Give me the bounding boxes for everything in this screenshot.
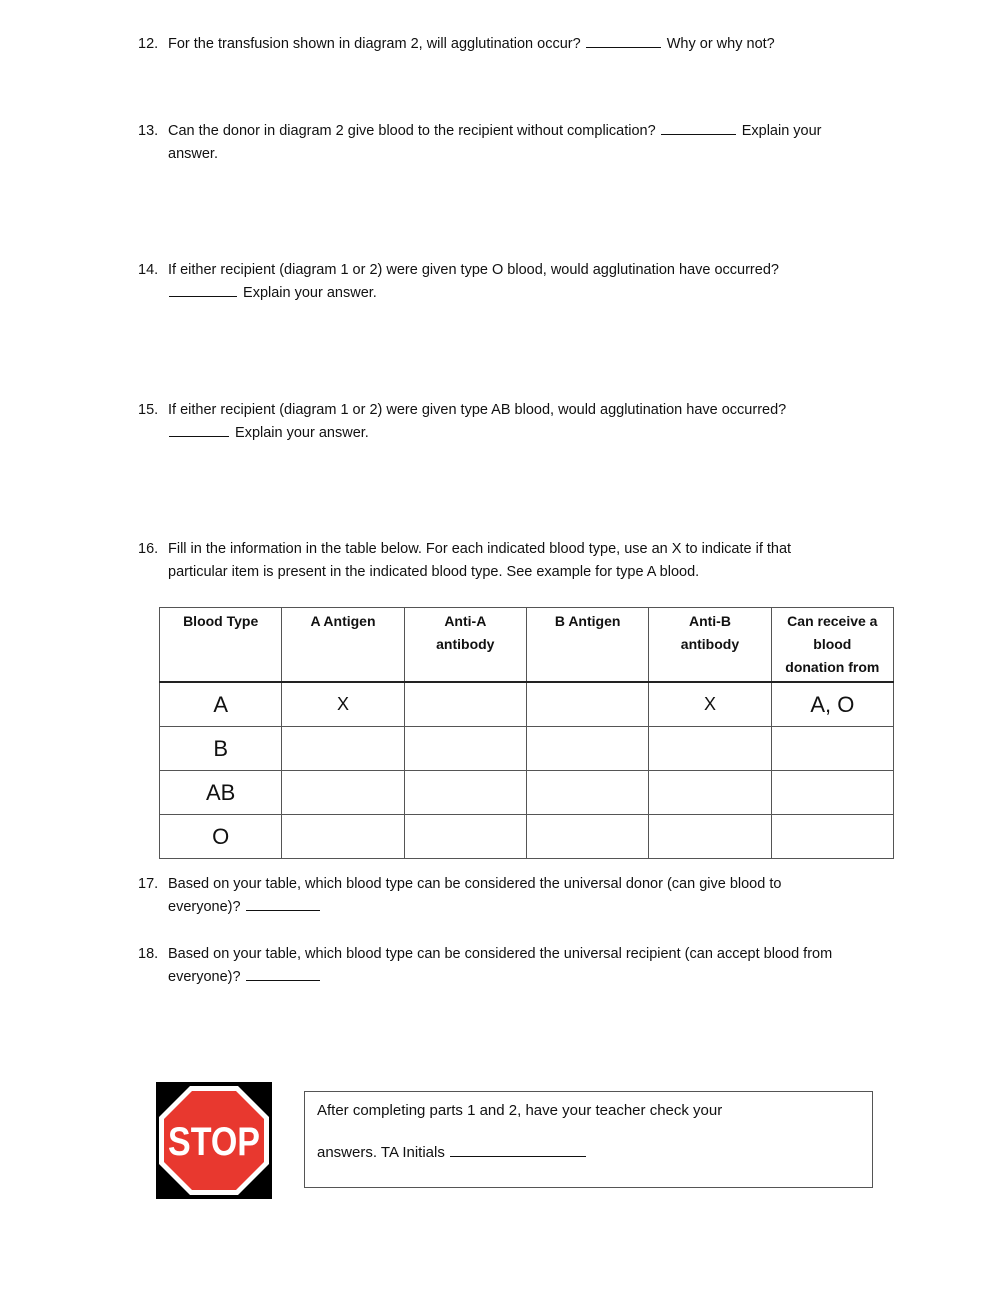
cell-anti-b[interactable] xyxy=(649,727,771,771)
header-can-receive: Can receive a blood donation from xyxy=(771,608,893,683)
table-row xyxy=(160,727,894,771)
cell-b-antigen[interactable] xyxy=(526,771,648,815)
cell-blood-type: B xyxy=(160,727,282,771)
answer-blank[interactable] xyxy=(169,282,237,297)
cell-anti-b[interactable] xyxy=(649,771,771,815)
question-number: 12. xyxy=(138,36,159,52)
answer-blank[interactable] xyxy=(169,422,229,437)
question-number: 16. xyxy=(138,541,159,557)
question-text: everyone)? xyxy=(168,899,241,915)
stop-sign-text: STOP xyxy=(168,1120,260,1164)
cell-can-receive[interactable] xyxy=(771,815,893,859)
question-text: Based on your table, which blood type can be considered the universal recipient (can accept blood from xyxy=(168,946,833,962)
answer-blank[interactable] xyxy=(661,120,736,135)
cell-anti-b: X xyxy=(649,682,771,727)
ta-initials-blank[interactable] xyxy=(450,1142,586,1157)
question-text: Explain your xyxy=(741,123,822,139)
answer-blank[interactable] xyxy=(246,966,320,981)
question-16 xyxy=(138,538,878,584)
cell-blood-type: O xyxy=(160,815,282,859)
teacher-box-text: answers. TA Initials xyxy=(317,1144,445,1161)
table-row xyxy=(160,815,894,859)
header-blood-type: Blood Type xyxy=(160,608,282,683)
question-text: Explain your answer. xyxy=(235,425,369,441)
question-12 xyxy=(138,33,878,56)
cell-blood-type: A xyxy=(160,682,282,727)
question-13 xyxy=(138,120,878,166)
cell-anti-a[interactable] xyxy=(404,771,526,815)
question-number: 13. xyxy=(138,123,159,139)
cell-a-antigen[interactable] xyxy=(282,815,404,859)
question-text: If either recipient (diagram 1 or 2) were given type AB blood, would agglutination have occurred? xyxy=(168,402,787,418)
stop-sign-icon xyxy=(156,1082,272,1199)
question-text: answer. xyxy=(168,146,218,162)
cell-blood-type: AB xyxy=(160,771,282,815)
teacher-check-box xyxy=(304,1091,873,1188)
cell-anti-a[interactable] xyxy=(404,727,526,771)
answer-blank[interactable] xyxy=(586,33,661,48)
question-number: 15. xyxy=(138,402,159,418)
question-text: everyone)? xyxy=(168,969,241,985)
cell-b-antigen[interactable] xyxy=(526,682,648,727)
question-number: 14. xyxy=(138,262,159,278)
header-anti-b-antibody: Anti-B antibody xyxy=(649,608,771,683)
cell-can-receive[interactable] xyxy=(771,771,893,815)
question-text: Explain your answer. xyxy=(243,285,377,301)
question-15 xyxy=(138,399,878,445)
cell-b-antigen[interactable] xyxy=(526,727,648,771)
teacher-box-line: After completing parts 1 and 2, have your teacher check your xyxy=(317,1102,723,1119)
question-14 xyxy=(138,259,878,305)
cell-a-antigen[interactable] xyxy=(282,771,404,815)
cell-a-antigen[interactable] xyxy=(282,727,404,771)
question-text: Fill in the information in the table below. For each indicated blood type, use an X to indicate if that xyxy=(168,541,792,557)
header-anti-a-antibody: Anti-A antibody xyxy=(404,608,526,683)
blood-type-table xyxy=(159,607,894,859)
teacher-box-line-2 xyxy=(317,1142,860,1163)
header-a-antigen: A Antigen xyxy=(282,608,404,683)
table-header-row xyxy=(160,608,894,683)
table-row xyxy=(160,682,894,727)
cell-anti-a[interactable] xyxy=(404,682,526,727)
cell-can-receive: A, O xyxy=(771,682,893,727)
question-17 xyxy=(138,873,878,919)
cell-b-antigen[interactable] xyxy=(526,815,648,859)
question-text: If either recipient (diagram 1 or 2) were given type O blood, would agglutination have occurred? xyxy=(168,262,779,278)
question-text: Why or why not? xyxy=(666,36,775,52)
cell-anti-b[interactable] xyxy=(649,815,771,859)
header-b-antigen: B Antigen xyxy=(526,608,648,683)
question-text: For the transfusion shown in diagram 2, will agglutination occur? xyxy=(168,36,581,52)
table-row xyxy=(160,771,894,815)
cell-a-antigen: X xyxy=(282,682,404,727)
cell-anti-a[interactable] xyxy=(404,815,526,859)
question-18 xyxy=(138,943,878,989)
question-number: 18. xyxy=(138,946,159,962)
question-number: 17. xyxy=(138,876,159,892)
cell-can-receive[interactable] xyxy=(771,727,893,771)
question-text: Based on your table, which blood type can be considered the universal donor (can give blood to xyxy=(168,876,782,892)
answer-blank[interactable] xyxy=(246,896,320,911)
question-text: particular item is present in the indicated blood type. See example for type A blood. xyxy=(168,564,700,580)
question-text: Can the donor in diagram 2 give blood to the recipient without complication? xyxy=(168,123,656,139)
